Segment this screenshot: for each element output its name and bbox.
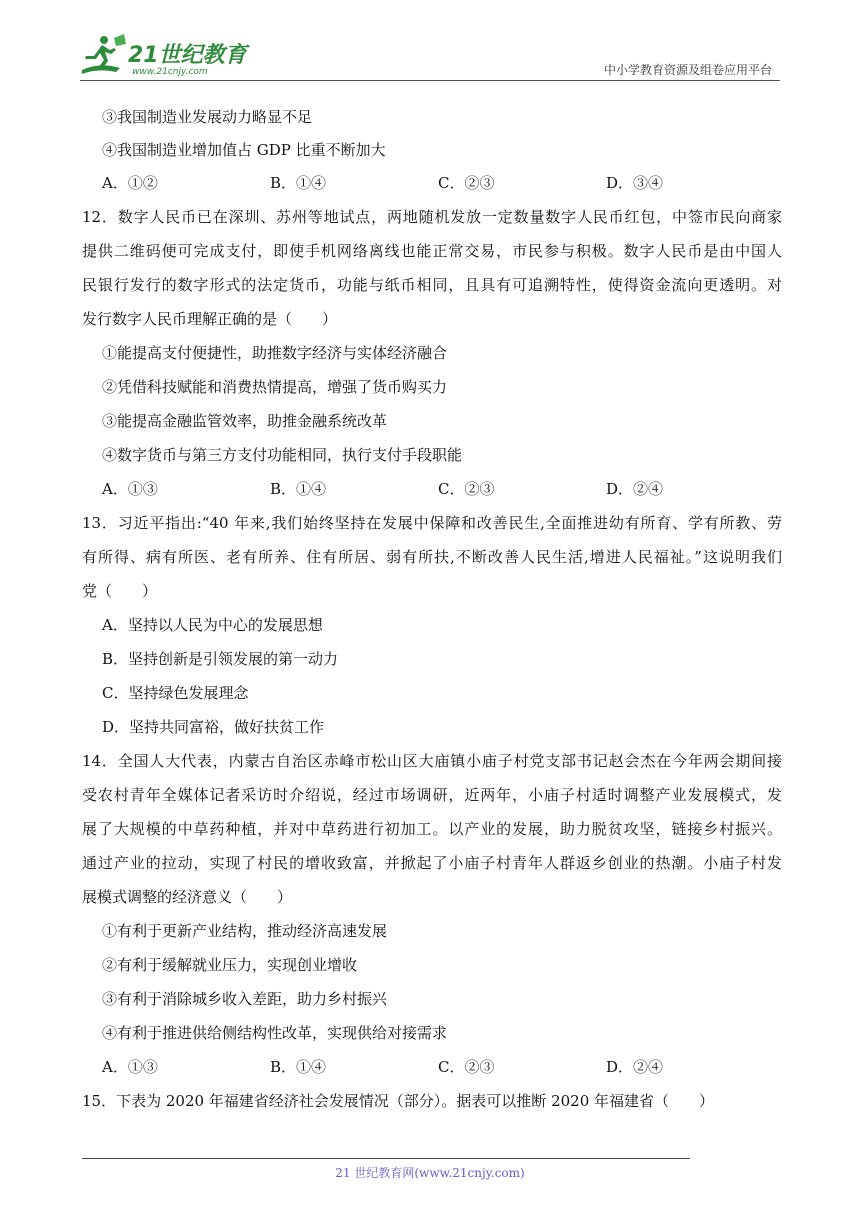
- q12-stem-line-2: 提供二维码便可完成支付，即使手机网络离线也能正常交易，市民参与积极。数字人民币是由中国人: [82, 242, 782, 260]
- q14-option-c[interactable]: C．②③: [438, 1058, 495, 1076]
- q12-statement-1: ①能提高支付便捷性，助推数字经济与实体经济融合: [102, 344, 448, 362]
- q12-option-b[interactable]: B．①④: [270, 480, 327, 498]
- q11-option-a[interactable]: A．①②: [102, 174, 158, 192]
- q14-option-d[interactable]: D．②④: [606, 1058, 664, 1076]
- q13-stem-line-1: 13．习近平指出:“40 年来,我们始终坚持在发展中保障和改善民生,全面推进幼有所育、学有所教、劳: [82, 514, 782, 532]
- q14-statement-2: ②有利于缓解就业压力，实现创业增收: [102, 956, 358, 974]
- logo-url-text: www.21cnjy.com: [132, 67, 208, 77]
- q11-statement-3: ③我国制造业发展动力略显不足: [102, 108, 313, 126]
- q14-stem-line-3: 展了大规模的中草药种植，并对中草药进行初加工。以产业的发展，助力脱贫攻坚，链接乡村振兴。: [82, 820, 782, 838]
- q13-option-d[interactable]: D．坚持共同富裕，做好扶贫工作: [102, 718, 325, 736]
- runner-logo-icon: [80, 32, 250, 78]
- site-logo[interactable]: [80, 32, 250, 78]
- q12-stem-line-1: 12．数字人民币已在深圳、苏州等地试点，两地随机发放一定数量数字人民币红包，中签市民向商家: [82, 208, 782, 226]
- q13-option-b[interactable]: B．坚持创新是引领发展的第一动力: [102, 650, 339, 668]
- header-divider: [80, 80, 780, 81]
- platform-text: 中小学教育资源及组卷应用平台: [603, 63, 772, 77]
- q11-statement-4: ④我国制造业增加值占 GDP 比重不断加大: [102, 141, 386, 159]
- q13-option-a[interactable]: A．坚持以人民为中心的发展思想: [102, 616, 323, 634]
- q14-statement-1: ①有利于更新产业结构，推动经济高速发展: [102, 922, 388, 940]
- q14-statement-3: ③有利于消除城乡收入差距，助力乡村振兴: [102, 990, 388, 1008]
- q13-stem-line-2: 有所得、病有所医、老有所养、住有所居、弱有所扶,不断改善人民生活,增进人民福祉。”这说明我们: [82, 548, 782, 566]
- q14-statement-4: ④有利于推进供给侧结构性改革，实现供给对接需求: [102, 1024, 448, 1042]
- footer-divider: [82, 1158, 690, 1159]
- q12-statement-4: ④数字货币与第三方支付功能相同，执行支付手段职能: [102, 446, 463, 464]
- q12-statement-3: ③能提高金融监管效率，助推金融系统改革: [102, 412, 388, 430]
- q12-option-a[interactable]: A．①③: [102, 480, 158, 498]
- page-header: [0, 0, 860, 90]
- q14-option-a[interactable]: A．①③: [102, 1058, 158, 1076]
- q11-option-d[interactable]: D．③④: [606, 174, 664, 192]
- q11-option-c[interactable]: C．②③: [438, 174, 495, 192]
- q13-option-c[interactable]: C．坚持绿色发展理念: [102, 684, 249, 702]
- q14-stem-line-2: 受农村青年全媒体记者采访时介绍说，经过市场调研，近两年，小庙子村适时调整产业发展模式，发: [82, 786, 782, 804]
- q12-statement-2: ②凭借科技赋能和消费热情提高，增强了货币购买力: [102, 378, 448, 396]
- q15-stem-line-1: 15．下表为 2020 年福建省经济社会发展情况（部分）。据表可以推断 2020 年福建省（ ）: [82, 1092, 715, 1110]
- q12-option-c[interactable]: C．②③: [438, 480, 495, 498]
- q12-option-d[interactable]: D．②④: [606, 480, 664, 498]
- footer-text[interactable]: 21 世纪教育网(www.21cnjy.com): [335, 1166, 525, 1180]
- q13-stem-line-3: 党（ ）: [82, 582, 158, 600]
- q12-stem-line-4: 发行数字人民币理解正确的是（ ）: [82, 310, 338, 328]
- q14-option-b[interactable]: B．①④: [270, 1058, 327, 1076]
- q11-option-b[interactable]: B．①④: [270, 174, 327, 192]
- q14-stem-line-4: 通过产业的拉动，实现了村民的增收致富，并掀起了小庙子村青年人群返乡创业的热潮。小庙子村发: [82, 854, 782, 872]
- logo-main-text: 21世纪教育: [128, 43, 247, 68]
- q14-stem-line-5: 展模式调整的经济意义（ ）: [82, 888, 293, 906]
- q14-stem-line-1: 14．全国人大代表，内蒙古自治区赤峰市松山区大庙镇小庙子村党支部书记赵会杰在今年两会期间接: [82, 752, 782, 770]
- q12-stem-line-3: 民银行发行的数字形式的法定货币，功能与纸币相同，且具有可追溯特性，使得资金流向更透明。对: [82, 276, 782, 294]
